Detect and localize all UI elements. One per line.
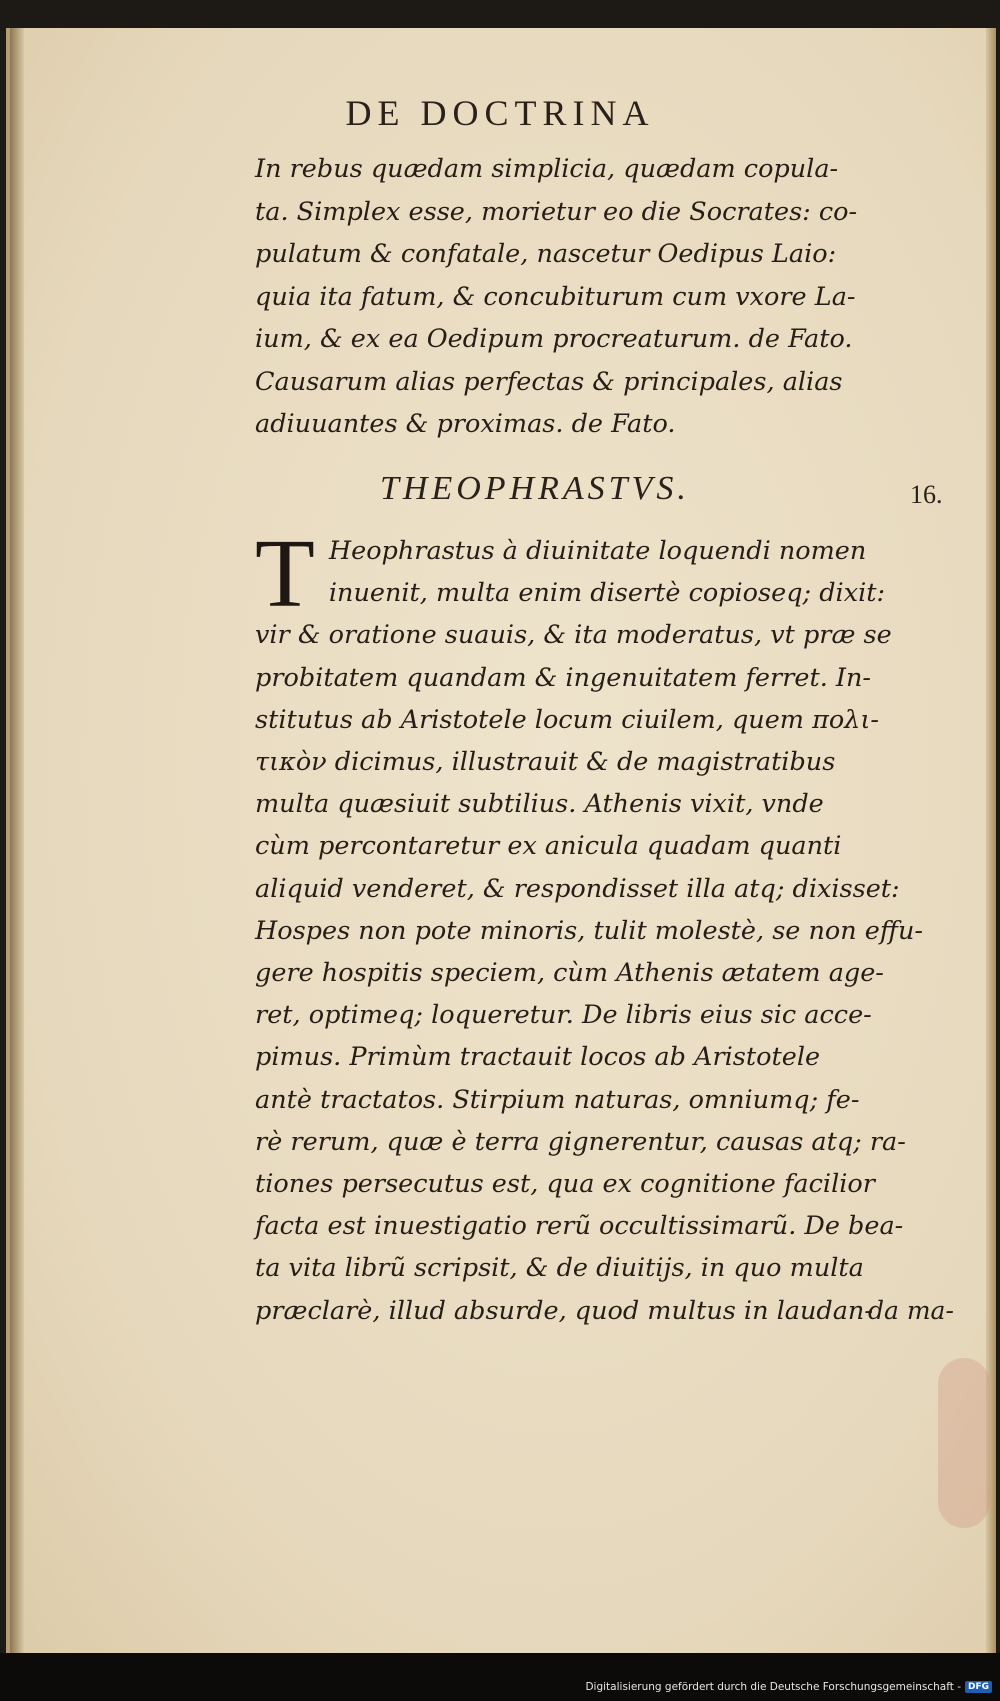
text-line: In rebus quædam simplicia, quædam copula- — [255, 154, 839, 184]
catchword: da ma- — [868, 1296, 954, 1325]
text-block-theophrastus — [255, 520, 955, 1332]
text-line: præclarè, illud absurde, quod multus in laudan- — [255, 1295, 873, 1326]
credit-text: Digitalisierung gefördert durch die Deutsche Forschungsgemeinschaft - — [585, 1681, 961, 1693]
running-head: DE DOCTRINA — [345, 93, 655, 133]
text-line: gere hospitis speciem, cùm Athenis ætatem age- — [255, 958, 884, 989]
text-line: vir & oratione suauis, & ita moderatus, vt præ se — [255, 620, 892, 651]
text-line: pimus. Primùm tractauit locos ab Aristotele — [255, 1042, 821, 1073]
text-line: multa quæsiuit subtilius. Athenis vixit, vnde — [255, 789, 824, 820]
page-gutter — [10, 28, 24, 1653]
section-heading: THEOPHRASTVS. — [380, 470, 690, 507]
scan-bottom-band — [0, 1653, 1000, 1701]
text-line: pulatum & confatale, nascetur Oedipus Laio: — [255, 239, 837, 269]
text-line: aliquid venderet, & respondisset illa atq; dixisset: — [255, 873, 900, 904]
text-line: rè rerum, quæ è terra gignerentur, causas atq; ra- — [255, 1126, 906, 1157]
text-line: quia ita fatum, & concubiturum cum vxore La- — [255, 281, 856, 312]
text-line: τικὸν dicimus, illustrauit & de magistratibus — [255, 747, 836, 778]
text-line: ta. Simplex esse, morietur eo die Socrates: co- — [255, 196, 858, 227]
dfg-logo: DFG — [965, 1681, 992, 1693]
page-stain — [938, 1358, 990, 1528]
text-line: Heophrastus à diuinitate loquendi nomen — [328, 536, 867, 566]
text-line: cùm percontaretur ex anicula quadam quanti — [255, 831, 842, 862]
text-line: stitutus ab Aristotele locum ciuilem, quem πολι- — [255, 704, 879, 735]
text-line: inuenit, multa enim disertè copioseq; dixit: — [328, 578, 886, 609]
text-line: Causarum alias perfectas & principales, alias — [255, 366, 843, 397]
text-line: facta est inuestigatio rerũ occultissimarũ. De bea- — [255, 1211, 904, 1242]
text-line: probitatem quandam & ingenuitatem ferret. In- — [255, 662, 872, 693]
text-line: tiones persecutus est, qua ex cognitione facilior — [255, 1169, 875, 1200]
text-line: ium, & ex ea Oedipum procreaturum. de Fato. — [255, 324, 853, 354]
text-line: ta vita librũ scripsit, & de diuitijs, in quo multa — [255, 1253, 864, 1284]
text-line: Hospes non pote minoris, tulit molestè, se non effu- — [255, 915, 923, 946]
text-line: antè tractatos. Stirpium naturas, omniumq; fe- — [255, 1084, 860, 1115]
text-block-de-fato — [255, 148, 955, 446]
text-line: adiuuantes & proximas. de Fato. — [255, 409, 676, 439]
marginal-number: 16. — [910, 480, 943, 509]
drop-capital: T — [255, 520, 315, 628]
digitization-credit — [585, 1681, 992, 1693]
text-line: ret, optimeq; loqueretur. De libris eius sic acce- — [255, 1000, 872, 1031]
